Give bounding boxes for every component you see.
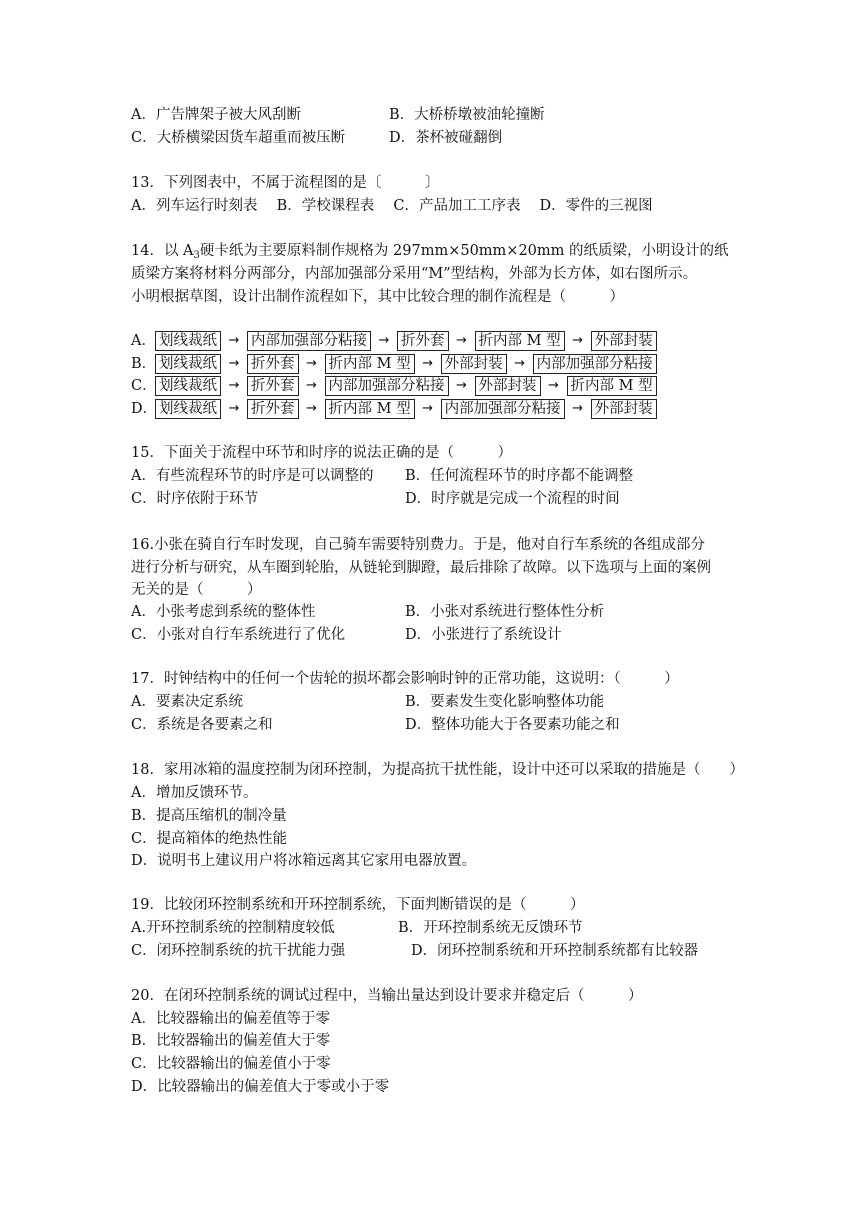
flow-step-box: 外部封装 <box>591 331 657 351</box>
q15-stem: 15．下面关于流程中环节和时序的说法正确的是（ ） <box>131 445 512 461</box>
flow-step-box: 折内部 M 型 <box>475 331 565 351</box>
q19-option-b: B．开环控制系统无反馈环节 <box>398 920 583 936</box>
q18-option-c: C．提高箱体的绝热性能 <box>131 831 288 847</box>
flow-step-box: 外部封装 <box>475 376 541 396</box>
q14-stem-subscript: 3 <box>193 250 200 261</box>
q20-option-a: A．比较器输出的偏差值等于零 <box>131 1011 330 1027</box>
flow-step-box: 折内部 M 型 <box>325 354 415 374</box>
flow-arrow: → <box>228 333 240 348</box>
flow-step-box: 划线裁纸 <box>155 399 221 419</box>
q12-option-b: B．大桥桥墩被油轮撞断 <box>389 107 545 123</box>
q14-flow-row <box>131 354 657 374</box>
q14-stem-pre: 14．以 A <box>131 243 194 259</box>
q14-flow-label: C． <box>131 378 157 394</box>
q19-option-c: C．闭环控制系统的抗干扰能力强 <box>131 943 346 959</box>
flow-step-box: 划线裁纸 <box>155 331 221 351</box>
q15-option-d: D．时序就是完成一个流程的时间 <box>405 491 620 507</box>
q16-option-c: C．小张对自行车系统进行了优化 <box>131 627 346 643</box>
q16-stem-line1: 16.小张在骑自行车时发现，自己骑车需要特别费力。于是，他对自行车系统的各组成部分 <box>131 537 706 553</box>
q14-stem-line1 <box>131 241 729 266</box>
q12-option-d: D．茶杯被碰翻倒 <box>389 130 503 146</box>
q18-stem: 18．家用冰箱的温度控制为闭环控制，为提高抗干扰性能，设计中还可以采取的措施是（ ） <box>131 762 744 778</box>
q19-option-d: D．闭环控制系统和开环控制系统都有比较器 <box>411 943 699 959</box>
q15-option-a: A．有些流程环节的时序是可以调整的 <box>131 468 374 484</box>
flow-arrow: → <box>456 333 467 348</box>
q20-option-b: B．比较器输出的偏差值大于零 <box>131 1033 331 1049</box>
flow-arrow: → <box>422 356 434 371</box>
flow-step-box: 折外套 <box>247 376 299 396</box>
q16-stem-line2: 进行分析与研究，从车圈到轮胎，从链轮到脚蹬，最后排除了故障。以下选项与上面的案例 <box>131 560 711 576</box>
flow-step-box: 折外套 <box>247 399 299 419</box>
q13-options: A．列车运行时刻表 B．学校课程表 C．产品加工工序表 D．零件的三视图 <box>131 198 653 214</box>
flow-step-box: 外部封装 <box>441 354 507 374</box>
flow-step-box: 折外套 <box>247 354 299 374</box>
flow-step-box: 内部加强部分粘接 <box>441 399 565 419</box>
flow-arrow: → <box>228 378 240 393</box>
q15-option-b: B．任何流程环节的时序都不能调整 <box>405 468 634 484</box>
flow-step-box: 外部封装 <box>591 399 657 419</box>
q18-option-a: A．增加反馈环节。 <box>131 785 258 801</box>
q17-stem: 17．时钟结构中的任何一个齿轮的损坏都会影响时钟的正常功能，这说明：（ ） <box>131 671 679 687</box>
q18-option-d: D．说明书上建议用户将冰箱远离其它家用电器放置。 <box>131 853 477 869</box>
q14-stem-post: 硬卡纸为主要原料制作规格为 297mm×50mm×20mm 的纸质梁，小明设计的纸 <box>199 243 729 259</box>
flow-step-box: 折外套 <box>397 331 449 351</box>
flow-step-box: 内部加强部分粘接 <box>247 331 371 351</box>
flow-step-box: 划线裁纸 <box>155 354 221 374</box>
flow-step-box: 折内部 M 型 <box>567 376 657 396</box>
q15-option-c: C．时序依附于环节 <box>131 491 259 507</box>
q12-option-c: C．大桥横梁因货车超重而被压断 <box>131 130 346 146</box>
q16-option-b: B．小张对系统进行整体性分析 <box>405 604 605 620</box>
q16-option-d: D．小张进行了系统设计 <box>405 627 562 643</box>
q17-option-a: A．要素决定系统 <box>131 694 243 710</box>
flow-step-box: 划线裁纸 <box>155 376 221 396</box>
q16-stem-line3: 无关的是（ ） <box>131 582 262 598</box>
flow-arrow: → <box>306 378 317 393</box>
flow-arrow: → <box>306 401 317 416</box>
q17-option-b: B．要素发生变化影响整体功能 <box>405 694 605 710</box>
q19-stem: 19．比较闭环控制系统和开环控制系统，下面判断错误的是（ ） <box>131 897 585 913</box>
flow-arrow: → <box>572 401 584 416</box>
q14-flow-label: B． <box>131 356 157 372</box>
q18-option-b: B．提高压缩机的制冷量 <box>131 808 287 824</box>
q13-stem: 13．下列图表中，不属于流程图的是〔 〕 <box>131 175 440 191</box>
flow-arrow: → <box>228 401 240 416</box>
flow-arrow: → <box>548 378 559 393</box>
q17-option-d: D．整体功能大于各要素功能之和 <box>405 717 620 733</box>
q19-option-a: A.开环控制系统的控制精度较低 <box>131 920 335 936</box>
q14-stem-line2: 质梁方案将材料分两部分，内部加强部分采用“M”型结构，外部为长方体，如右图所示。 <box>131 266 698 282</box>
flow-arrow: → <box>572 333 584 348</box>
flow-arrow: → <box>306 356 317 371</box>
flow-arrow: → <box>228 356 240 371</box>
q14-flow-row <box>131 331 657 351</box>
q14-flow-row <box>131 376 657 396</box>
q14-stem-line3: 小明根据草图，设计出制作流程如下，其中比较合理的制作流程是（ ） <box>131 289 624 305</box>
q14-flow-label: A． <box>131 333 156 349</box>
flow-arrow: → <box>378 333 390 348</box>
q14-flow-row <box>131 399 657 419</box>
flow-arrow: → <box>456 378 467 393</box>
flow-step-box: 内部加强部分粘接 <box>325 376 449 396</box>
flow-arrow: → <box>422 401 434 416</box>
flow-step-box: 内部加强部分粘接 <box>533 354 657 374</box>
q16-option-a: A．小张考虑到系统的整体性 <box>131 604 316 620</box>
q20-option-c: C．比较器输出的偏差值小于零 <box>131 1056 331 1072</box>
q12-option-a: A．广告牌架子被大风刮断 <box>131 107 301 123</box>
q14-flow-label: D． <box>131 401 158 417</box>
flow-arrow: → <box>514 356 526 371</box>
flow-step-box: 折内部 M 型 <box>325 399 415 419</box>
q17-option-c: C．系统是各要素之和 <box>131 717 273 733</box>
q20-stem: 20．在闭环控制系统的调试过程中，当输出量达到设计要求并稳定后（ ） <box>131 988 643 1004</box>
q20-option-d: D．比较器输出的偏差值大于零或小于零 <box>131 1079 390 1095</box>
